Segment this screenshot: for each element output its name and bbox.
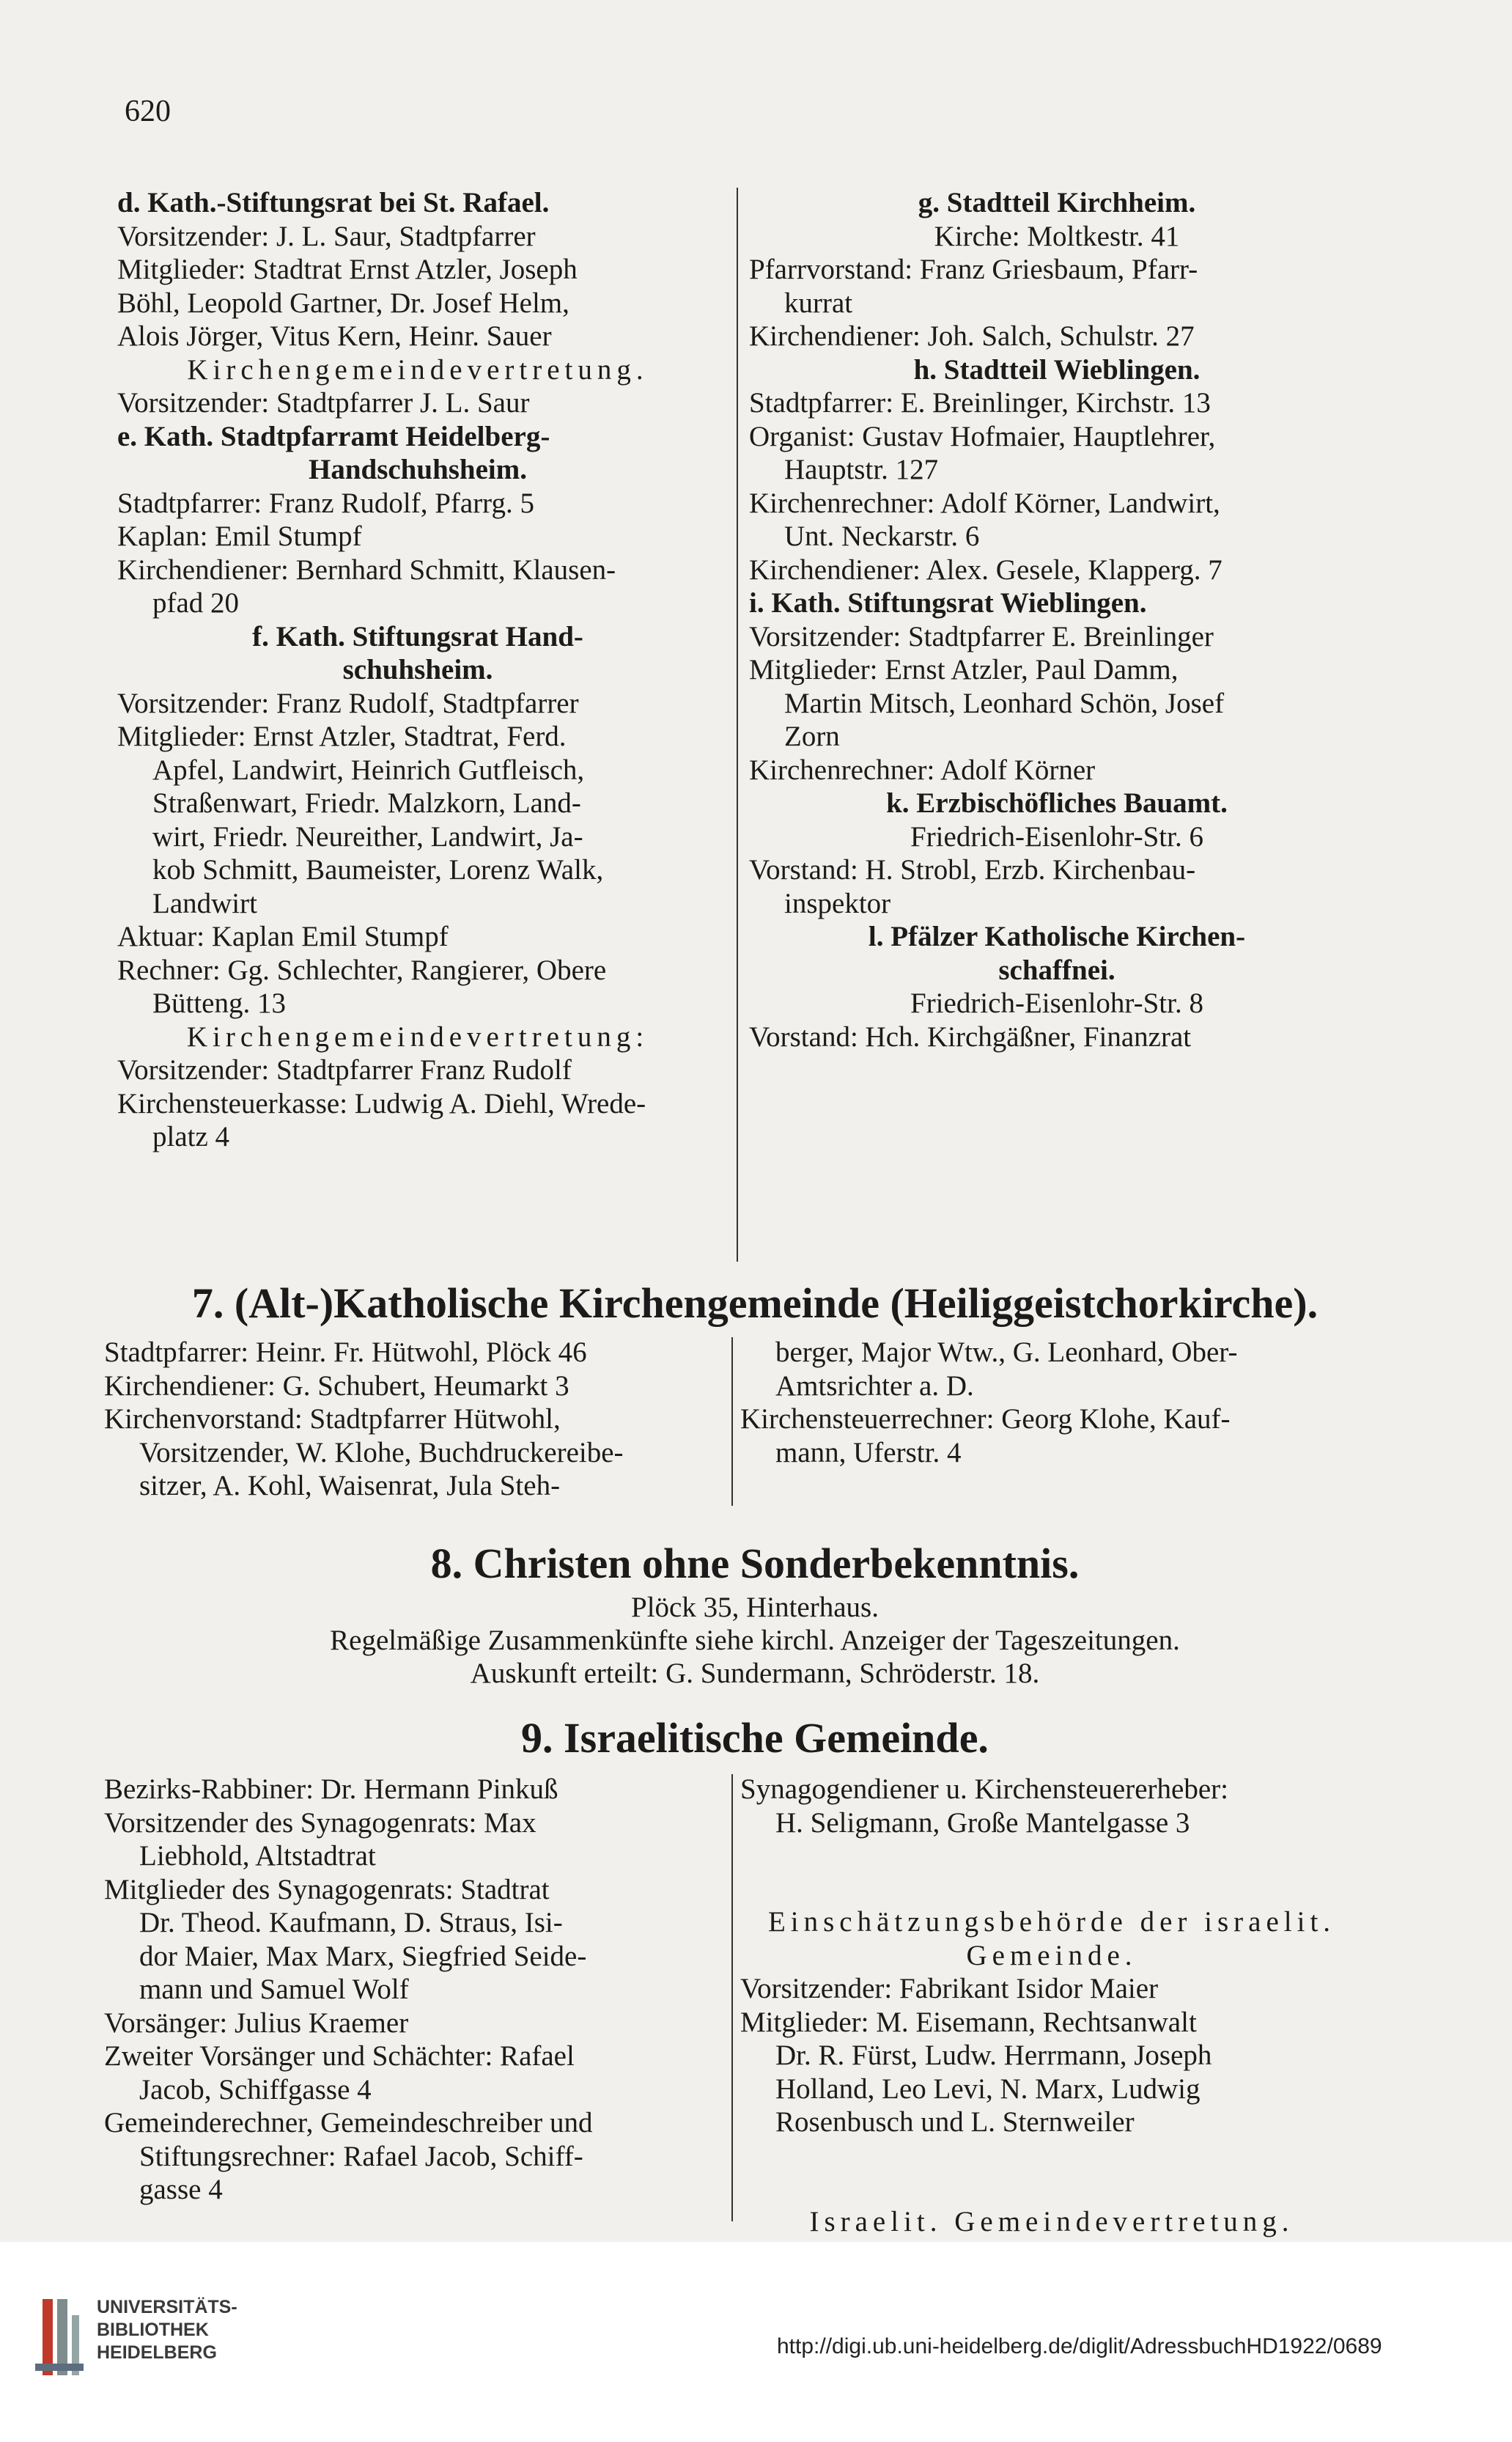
column-divider-top xyxy=(737,188,738,1262)
entry-line: mann, Uferstr. 4 xyxy=(775,1436,962,1468)
entry-heading: Handschuhsheim. xyxy=(308,454,528,485)
library-name xyxy=(97,2296,237,2364)
entry-line: kurrat xyxy=(784,287,853,319)
entry-line: berger, Major Wtw., G. Leonhard, Ober- xyxy=(775,1336,1238,1368)
entry-line: kob Schmitt, Baumeister, Lorenz Walk, xyxy=(152,854,604,886)
entry-line: Stadtpfarrer: Franz Rudolf, Pfarrg. 5 xyxy=(117,487,534,519)
entry-line: Kirchensteuerrechner: Georg Klohe, Kauf- xyxy=(740,1403,1231,1435)
footer-bar xyxy=(0,2242,1512,2442)
section-8-address: Plöck 35, Hinterhaus. xyxy=(631,1592,879,1623)
entry-heading: l. Pfälzer Katholische Kirchen- xyxy=(868,921,1246,952)
entry-line: wirt, Friedr. Neureither, Landwirt, Ja- xyxy=(152,820,583,853)
entry-line: gasse 4 xyxy=(139,2174,223,2205)
entry-heading: e. Kath. Stadtpfarramt Heidelberg- xyxy=(117,420,550,452)
entry-line: Kirchendiener: G. Schubert, Heumarkt 3 xyxy=(104,1369,569,1402)
entry-line: Straßenwart, Friedr. Malzkorn, Land- xyxy=(152,787,581,819)
entry-line: Vorsitzender: Stadtpfarrer Franz Rudolf xyxy=(117,1054,572,1086)
entry-line: Mitglieder: M. Eisemann, Rechtsanwalt xyxy=(740,2006,1197,2038)
entry-line: Bütteng. 13 xyxy=(152,988,286,1019)
entry-line: Stadtpfarrer: E. Breinlinger, Kirchstr. 13 xyxy=(749,387,1211,419)
entry-line: Vorsitzender, W. Klohe, Buchdruckereibe- xyxy=(139,1436,624,1468)
entry-line: Stiftungsrechner: Rafael Jacob, Schiff- xyxy=(139,2140,583,2172)
column-divider-section-7 xyxy=(731,1337,733,1506)
entry-heading: schuhsheim. xyxy=(342,654,493,685)
entry-line: Vorsitzender: Fabrikant Isidor Maier xyxy=(740,1973,1159,2004)
entry-line: Landwirt xyxy=(152,887,257,919)
entry-line: Stadtpfarrer: Heinr. Fr. Hütwohl, Plöck 46 xyxy=(104,1336,587,1368)
entry-line: Friedrich-Eisenlohr-Str. 6 xyxy=(910,820,1203,853)
right-column-top xyxy=(749,186,1365,1053)
entry-line: Kirchendiener: Bernhard Schmitt, Klausen- xyxy=(117,554,616,586)
entry-line: Kirchensteuerkasse: Ludwig A. Diehl, Wrede- xyxy=(117,1087,646,1119)
entry-line: Kirchenvorstand: Stadtpfarrer Hütwohl, xyxy=(104,1403,561,1435)
section-9-heading: 9. Israelitische Gemeinde. xyxy=(521,1714,989,1762)
section-8-meetings: Regelmäßige Zusammenkünfte siehe kirchl. Anzeiger der Tageszeitungen. xyxy=(330,1625,1180,1656)
library-name-line-2: BIBLIOTHEK xyxy=(97,2320,209,2340)
entry-line: Hauptstr. 127 xyxy=(784,454,939,485)
entry-line: Unt. Neckarstr. 6 xyxy=(784,521,980,552)
university-library-logo-icon xyxy=(29,2293,88,2381)
entry-line: dor Maier, Max Marx, Siegfried Seide- xyxy=(139,1940,587,1972)
entry-line: Vorstand: H. Strobl, Erzb. Kirchenbau- xyxy=(749,854,1196,886)
section-9-right-column xyxy=(740,1773,1363,2272)
entry-heading: f. Kath. Stiftungsrat Hand- xyxy=(252,620,583,652)
entry-line: Kirchenrechner: Adolf Körner, Landwirt, xyxy=(749,487,1220,519)
entry-line: Vorsitzender: Stadtpfarrer E. Breinlinger xyxy=(749,620,1214,652)
entry-line: Vorsitzender des Synagogenrats: Max xyxy=(104,1806,536,1839)
section-9-left-column xyxy=(104,1773,712,2207)
entry-line: Kaplan: Emil Stumpf xyxy=(117,521,362,552)
entry-line: Martin Mitsch, Leonhard Schön, Josef xyxy=(784,687,1225,719)
entry-line: Apfel, Landwirt, Heinrich Gutfleisch, xyxy=(152,754,585,786)
entry-heading: d. Kath.-Stiftungsrat bei St. Rafael. xyxy=(117,187,550,218)
entry-line: Gemeinderechner, Gemeindeschreiber und xyxy=(104,2107,593,2138)
entry-line: Mitglieder: Ernst Atzler, Paul Damm, xyxy=(749,654,1179,685)
entry-line: Dr. Theod. Kaufmann, D. Straus, Isi- xyxy=(139,1907,563,1938)
left-column-top xyxy=(117,186,718,1154)
entry-line: Synagogendiener u. Kirchensteuererheber: xyxy=(740,1773,1228,1805)
entry-line: Kirchenrechner: Adolf Körner xyxy=(749,754,1096,786)
section-8-contact: Auskunft erteilt: G. Sundermann, Schröderstr. 18. xyxy=(470,1658,1040,1689)
entry-line: Jacob, Schiffgasse 4 xyxy=(139,2073,372,2106)
spaced-subheading: Kirchengemeindevertretung: xyxy=(186,1020,649,1053)
section-7-heading: 7. (Alt-)Katholische Kirchengemeinde (Heiliggeistchorkirche). xyxy=(191,1279,1319,1327)
spaced-subheading: Gemeinde. xyxy=(966,1939,1137,1971)
spaced-subheading: Einschätzungsbehörde der israelit. xyxy=(767,1906,1336,1938)
page-number: 620 xyxy=(125,95,171,128)
spacer xyxy=(740,1868,1363,1877)
entry-heading: g. Stadtteil Kirchheim. xyxy=(918,187,1196,218)
entry-line: Mitglieder: Stadtrat Ernst Atzler, Joseph xyxy=(117,254,578,285)
entry-line: H. Seligmann, Große Mantelgasse 3 xyxy=(775,1806,1190,1839)
entry-heading: i. Kath. Stiftungsrat Wieblingen. xyxy=(749,587,1147,619)
entry-line: Vorstand: Hch. Kirchgäßner, Finanzrat xyxy=(749,1020,1192,1053)
spaced-subheading: Kirchengemeindevertretung. xyxy=(187,353,649,386)
library-name-line-1: UNIVERSITÄTS- xyxy=(97,2297,237,2317)
entry-line: Dr. R. Fürst, Ludw. Herrmann, Joseph xyxy=(775,2040,1212,2071)
entry-line: Kirchendiener: Joh. Salch, Schulstr. 27 xyxy=(749,320,1195,352)
entry-heading: schaffnei. xyxy=(998,954,1115,986)
entry-heading: k. Erzbischöfliches Bauamt. xyxy=(886,787,1228,819)
entry-line: Vorsitzender: J. L. Saur, Stadtpfarrer xyxy=(117,220,536,252)
entry-line: pfad 20 xyxy=(152,587,240,619)
section-7-left-column xyxy=(104,1336,712,1503)
entry-line: Zweiter Vorsänger und Schächter: Rafael xyxy=(104,2040,575,2072)
entry-line: Kirchendiener: Alex. Gesele, Klapperg. 7 xyxy=(749,554,1222,586)
entry-line: platz 4 xyxy=(152,1121,230,1152)
entry-line: Rosenbusch und L. Sternweiler xyxy=(775,2106,1135,2138)
entry-heading: h. Stadtteil Wieblingen. xyxy=(913,353,1201,386)
section-7-right-column xyxy=(740,1336,1363,1469)
entry-line: Liebhold, Altstadtrat xyxy=(139,1840,376,1872)
entry-line: Rechner: Gg. Schlechter, Rangierer, Obere xyxy=(117,954,607,986)
entry-line: Mitglieder des Synagogenrats: Stadtrat xyxy=(104,1873,550,1905)
library-name-line-3: HEIDELBERG xyxy=(97,2342,217,2363)
entry-line: mann und Samuel Wolf xyxy=(139,1974,409,2005)
source-url-link[interactable]: http://digi.ub.uni-heidelberg.de/diglit/AdressbuchHD1922/0689 xyxy=(777,2334,1382,2358)
entry-line: Vorsitzender: Franz Rudolf, Stadtpfarrer xyxy=(117,687,579,719)
entry-line: Mitglieder: Ernst Atzler, Stadtrat, Ferd. xyxy=(117,721,567,752)
entry-line: Zorn xyxy=(784,721,840,752)
entry-line: Vorsänger: Julius Kraemer xyxy=(104,2007,409,2039)
entry-line: inspektor xyxy=(784,887,891,919)
entry-line: Alois Jörger, Vitus Kern, Heinr. Sauer xyxy=(117,320,552,352)
entry-line: Organist: Gustav Hofmaier, Hauptlehrer, xyxy=(749,420,1216,452)
spaced-subheading: Israelit. Gemeindevertretung. xyxy=(809,2205,1294,2237)
entry-line: Pfarrvorstand: Franz Griesbaum, Pfarr- xyxy=(749,254,1198,285)
entry-line: sitzer, A. Kohl, Waisenrat, Jula Steh- xyxy=(139,1470,561,1501)
entry-line: Kirche: Moltkestr. 41 xyxy=(934,220,1180,252)
entry-line: Vorsitzender: Stadtpfarrer J. L. Saur xyxy=(117,387,530,419)
entry-line: Böhl, Leopold Gartner, Dr. Josef Helm, xyxy=(117,287,569,319)
entry-line: Bezirks-Rabbiner: Dr. Hermann Pinkuß xyxy=(104,1773,558,1805)
column-divider-section-9 xyxy=(731,1774,733,2221)
entry-line: Friedrich-Eisenlohr-Str. 8 xyxy=(910,988,1203,1019)
spacer xyxy=(740,2168,1363,2177)
section-8-heading: 8. Christen ohne Sonderbekenntnis. xyxy=(430,1540,1080,1587)
entry-line: Amtsrichter a. D. xyxy=(775,1369,974,1402)
entry-line: Aktuar: Kaplan Emil Stumpf xyxy=(117,921,449,952)
entry-line: Holland, Leo Levi, N. Marx, Ludwig xyxy=(775,2073,1201,2105)
